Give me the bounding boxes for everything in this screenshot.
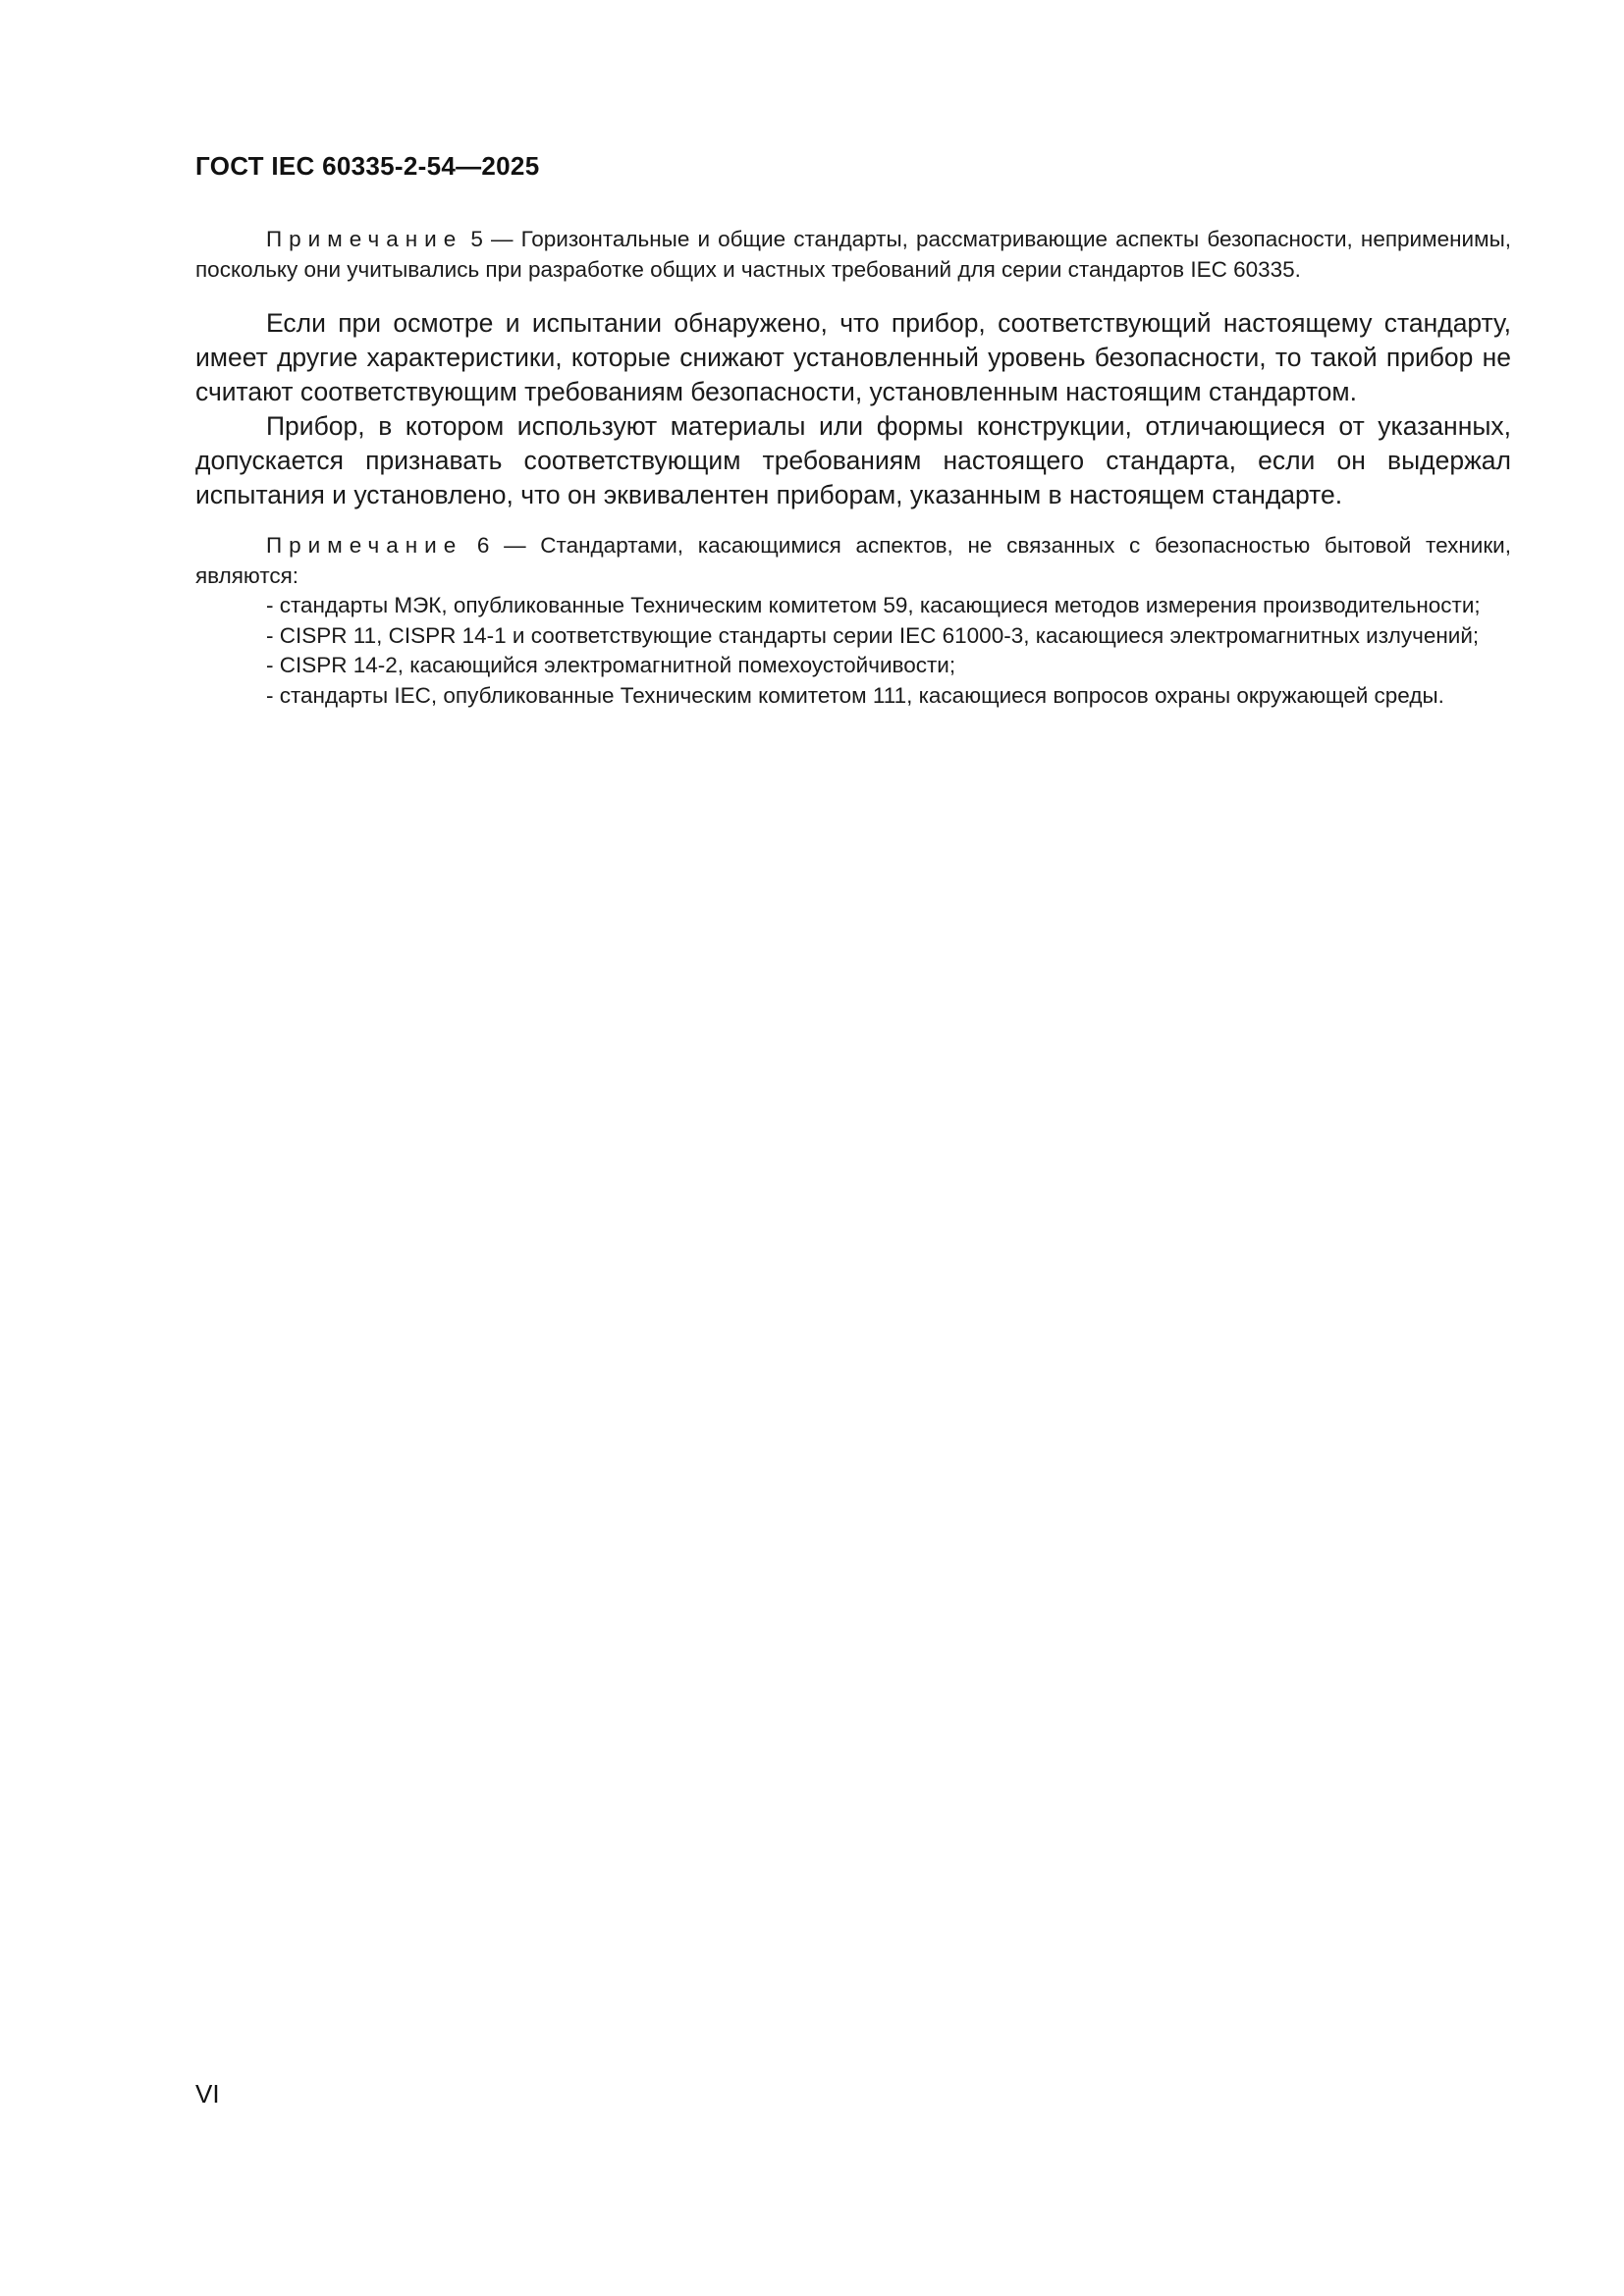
note-6-text: 6 — Стандартами, касающимися аспектов, не связанных с безопасностью бытовой техники, являются: xyxy=(195,533,1511,588)
note-5 xyxy=(195,224,1511,285)
note-6-item-3: - CISPR 14-2, касающийся электромагнитной помехоустойчивости; xyxy=(266,653,956,677)
note-6-label: Примечание xyxy=(266,533,463,558)
note-6-item-1: - стандарты МЭК, опубликованные Техническим комитетом 59, касающиеся методов измерения производительности; xyxy=(266,593,1481,617)
note-5-text: 5 — Горизонтальные и общие стандарты, рассматривающие аспекты безопасности, неприменимы, поскольку они учитывались при разработке общих и частных требований для серии стандартов IEC 60335. xyxy=(195,227,1511,282)
note-6-item-4: - стандарты IEC, опубликованные Техническим комитетом 111, касающиеся вопросов охраны окружающей среды. xyxy=(266,682,1444,708)
document-header-title: ГОСТ IEC 60335-2-54—2025 xyxy=(195,151,540,181)
page-number: VI xyxy=(195,2079,220,2109)
body-paragraph-2: Прибор, в котором используют материалы или формы конструкции, отличающиеся от указанных, допускается признавать соответствующим требованиям настоящего стандарта, если он выдержал испытания и установлено, что он эквивалентен приборам, указанным в настоящем стандарте. xyxy=(195,411,1511,509)
body-paragraph-1: Если при осмотре и испытании обнаружено, что прибор, соответствующий настоящему стандарту, имеет другие характеристики, которые снижают установленный уровень безопасности, то такой прибор не считают соответствующим требованиям безопасности, установленным настоящим стандартом. xyxy=(195,308,1511,406)
note-6-intro xyxy=(195,530,1511,591)
note-5-label: Примечание xyxy=(266,227,463,251)
document-content xyxy=(195,224,1511,711)
note-6 xyxy=(195,530,1511,711)
note-6-item-2: - CISPR 11, CISPR 14-1 и соответствующие стандарты серии IEC 61000-3, касающиеся электромагнитных излучений; xyxy=(266,622,1480,648)
